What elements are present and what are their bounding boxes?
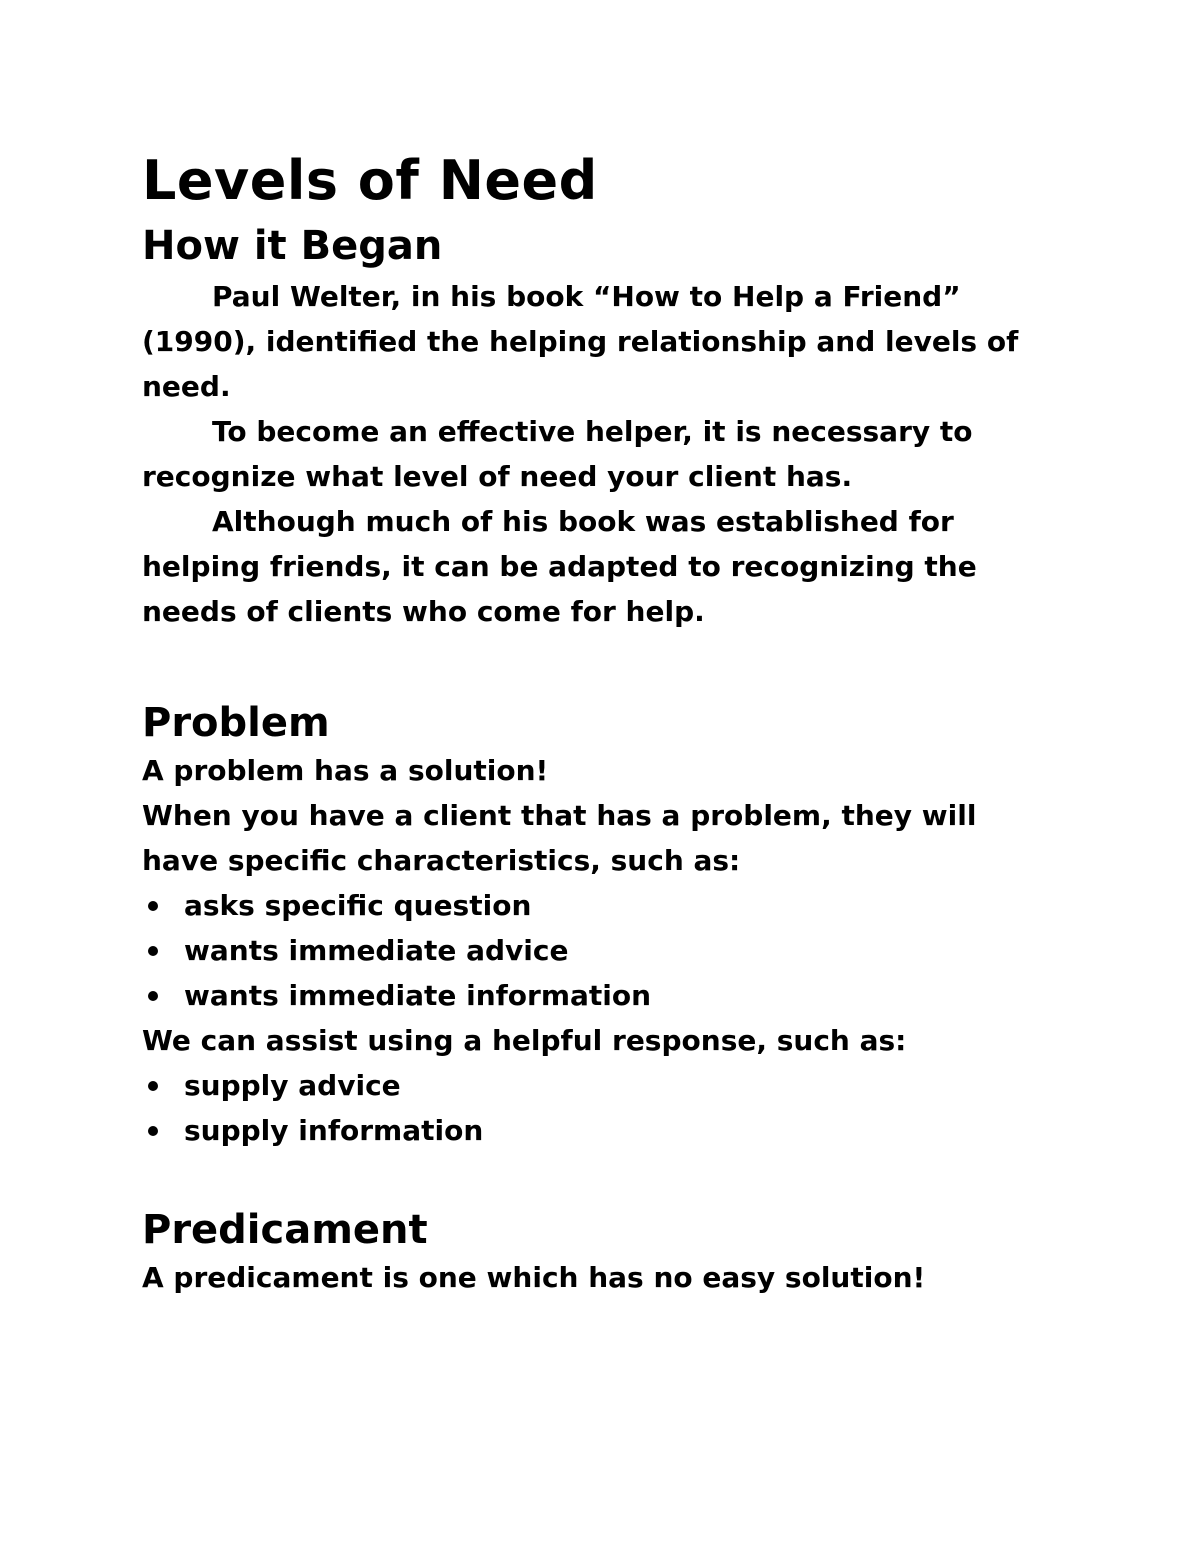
predicament-tagline: A predicament is one which has no easy solution!	[142, 1261, 926, 1294]
problem-responses-list	[142, 1063, 1062, 1153]
bullet-icon	[148, 901, 158, 911]
list-item	[142, 1063, 1062, 1108]
problem-response-intro: We can assist using a helpful response, such as:	[142, 1024, 907, 1057]
intro-paragraph-1: Paul Welter, in his book “How to Help a Friend” (1990), identified the helping relationship and levels of need.	[142, 280, 1019, 403]
problem-section	[142, 698, 1062, 1153]
list-item	[142, 883, 1062, 928]
section-spacer	[142, 634, 1062, 698]
predicament-section	[142, 1205, 1062, 1300]
list-item-text: asks specific question	[184, 889, 532, 922]
intro-paragraph-2: To become an effective helper, it is necessary to recognize what level of need your client has.	[142, 415, 973, 493]
predicament-heading: Predicament	[142, 1207, 428, 1253]
list-item	[142, 973, 1062, 1018]
problem-characteristics-list	[142, 883, 1062, 1018]
list-item-text: wants immediate information	[184, 979, 652, 1012]
intro-paragraph-3: Although much of his book was established for helping friends, it can be adapted to recognizing the needs of clients who come for help.	[142, 505, 977, 628]
bullet-icon	[148, 1126, 158, 1136]
problem-tagline: A problem has a solution!	[142, 754, 549, 787]
bullet-icon	[148, 1081, 158, 1091]
bullet-icon	[148, 991, 158, 1001]
document-page	[142, 140, 1062, 1300]
section-spacer	[142, 1153, 1062, 1205]
list-item	[142, 928, 1062, 973]
list-item-text: supply advice	[184, 1069, 401, 1102]
page-title: Levels of Need	[142, 149, 598, 212]
list-item-text: wants immediate advice	[184, 934, 569, 967]
intro-heading: How it Began	[142, 223, 443, 269]
intro-section	[142, 222, 1062, 634]
list-item-text: supply information	[184, 1114, 484, 1147]
list-item	[142, 1108, 1062, 1153]
bullet-icon	[148, 946, 158, 956]
problem-heading: Problem	[142, 700, 330, 746]
problem-characteristics-intro: When you have a client that has a problem, they will have specific characteristics, such as:	[142, 799, 977, 877]
